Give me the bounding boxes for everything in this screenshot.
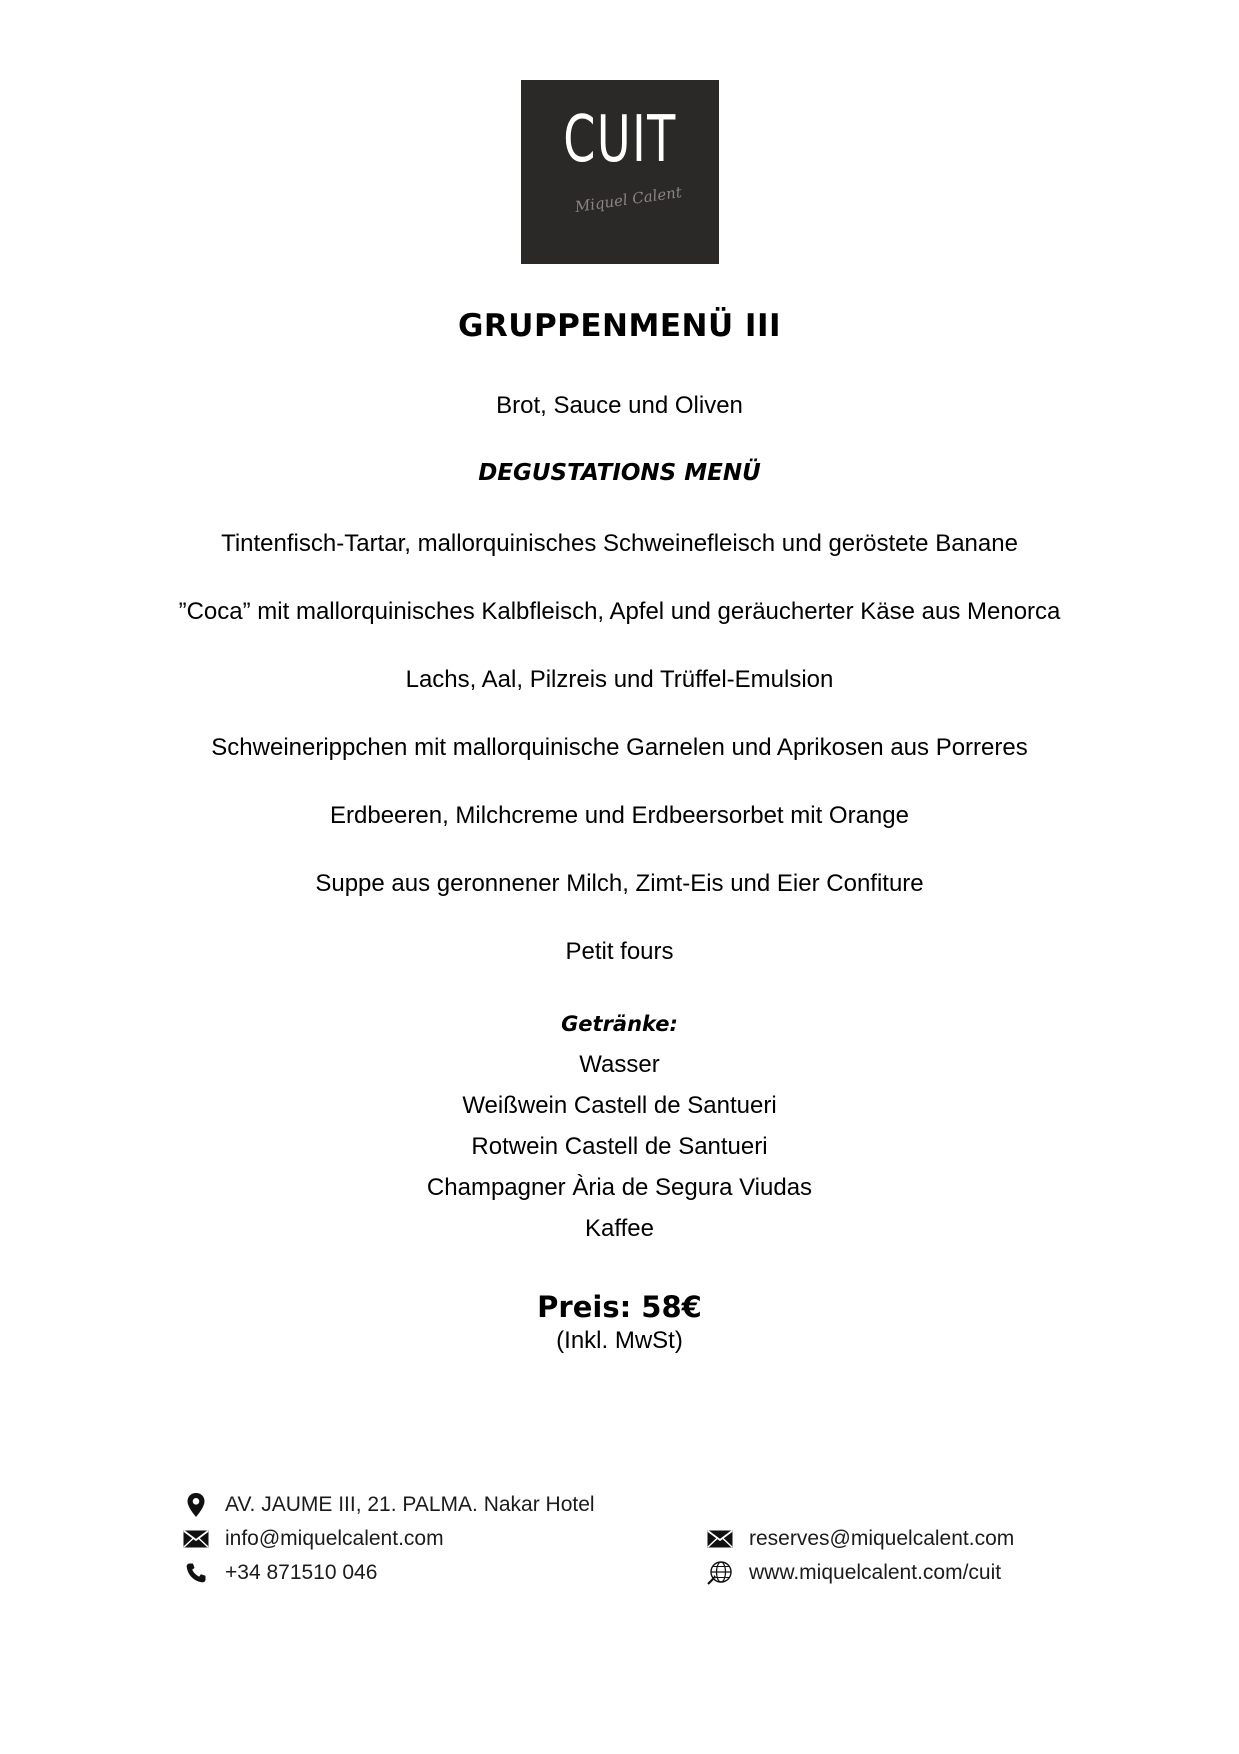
drink-item: Champagner Ària de Segura Viudas [426, 1174, 813, 1201]
email-info-row [181, 1522, 595, 1556]
course-item: Tintenfisch-Tartar, mallorquinisches Schweinefleisch und geröstete Banane [221, 530, 1018, 557]
contact-left [181, 1488, 595, 1590]
tasting-menu-heading: DEGUSTATIONS MENÜ [478, 460, 761, 486]
location-pin-icon [181, 1492, 211, 1518]
logo-wordmark: CUIT [563, 103, 677, 177]
address-text: AV. JAUME III, 21. PALMA. Nakar Hotel [225, 1493, 595, 1516]
drink-item: Kaffee [585, 1215, 654, 1242]
address-row [181, 1488, 595, 1522]
course-item: Suppe aus geronnener Milch, Zimt-Eis und Eier Confiture [315, 870, 924, 897]
price-label: Preis: 58€ [537, 1290, 702, 1324]
drink-item: Wasser [579, 1051, 660, 1078]
email-reserves-row [705, 1522, 1014, 1556]
menu-starter: Brot, Sauce und Oliven [496, 392, 743, 419]
email-reserves-link[interactable]: reserves@miquelcalent.com [749, 1527, 1015, 1550]
globe-icon [705, 1560, 735, 1586]
website-row [705, 1556, 1014, 1590]
price-note: (Inkl. MwSt) [556, 1327, 683, 1354]
drink-item: Rotwein Castell de Santueri [471, 1133, 768, 1160]
course-item: ”Coca” mit mallorquinisches Kalbfleisch, Apfel und geräucherter Käse aus Menorca [178, 598, 1061, 625]
website-link[interactable]: www.miquelcalent.com/cuit [749, 1561, 1002, 1584]
drinks-heading: Getränke: [561, 1012, 678, 1036]
drink-item: Weißwein Castell de Santueri [462, 1092, 777, 1119]
email-info-link[interactable]: info@miquelcalent.com [225, 1527, 444, 1550]
cuit-logo [521, 80, 719, 264]
course-item: Erdbeeren, Milchcreme und Erdbeersorbet mit Orange [330, 802, 909, 829]
course-item: Petit fours [565, 938, 674, 965]
phone-number[interactable]: +34 871510 046 [225, 1561, 378, 1584]
phone-row [181, 1556, 595, 1590]
contact-right [705, 1522, 1014, 1590]
envelope-icon [181, 1526, 211, 1552]
phone-icon [181, 1560, 211, 1586]
logo-signature: Miquel Calent [573, 183, 683, 216]
envelope-icon [705, 1526, 735, 1552]
course-item: Lachs, Aal, Pilzreis und Trüffel-Emulsion [405, 666, 834, 693]
menu-title: GRUPPENMENÜ III [457, 308, 782, 344]
course-item: Schweinerippchen mit mallorquinische Garnelen und Aprikosen aus Porreres [211, 734, 1028, 761]
